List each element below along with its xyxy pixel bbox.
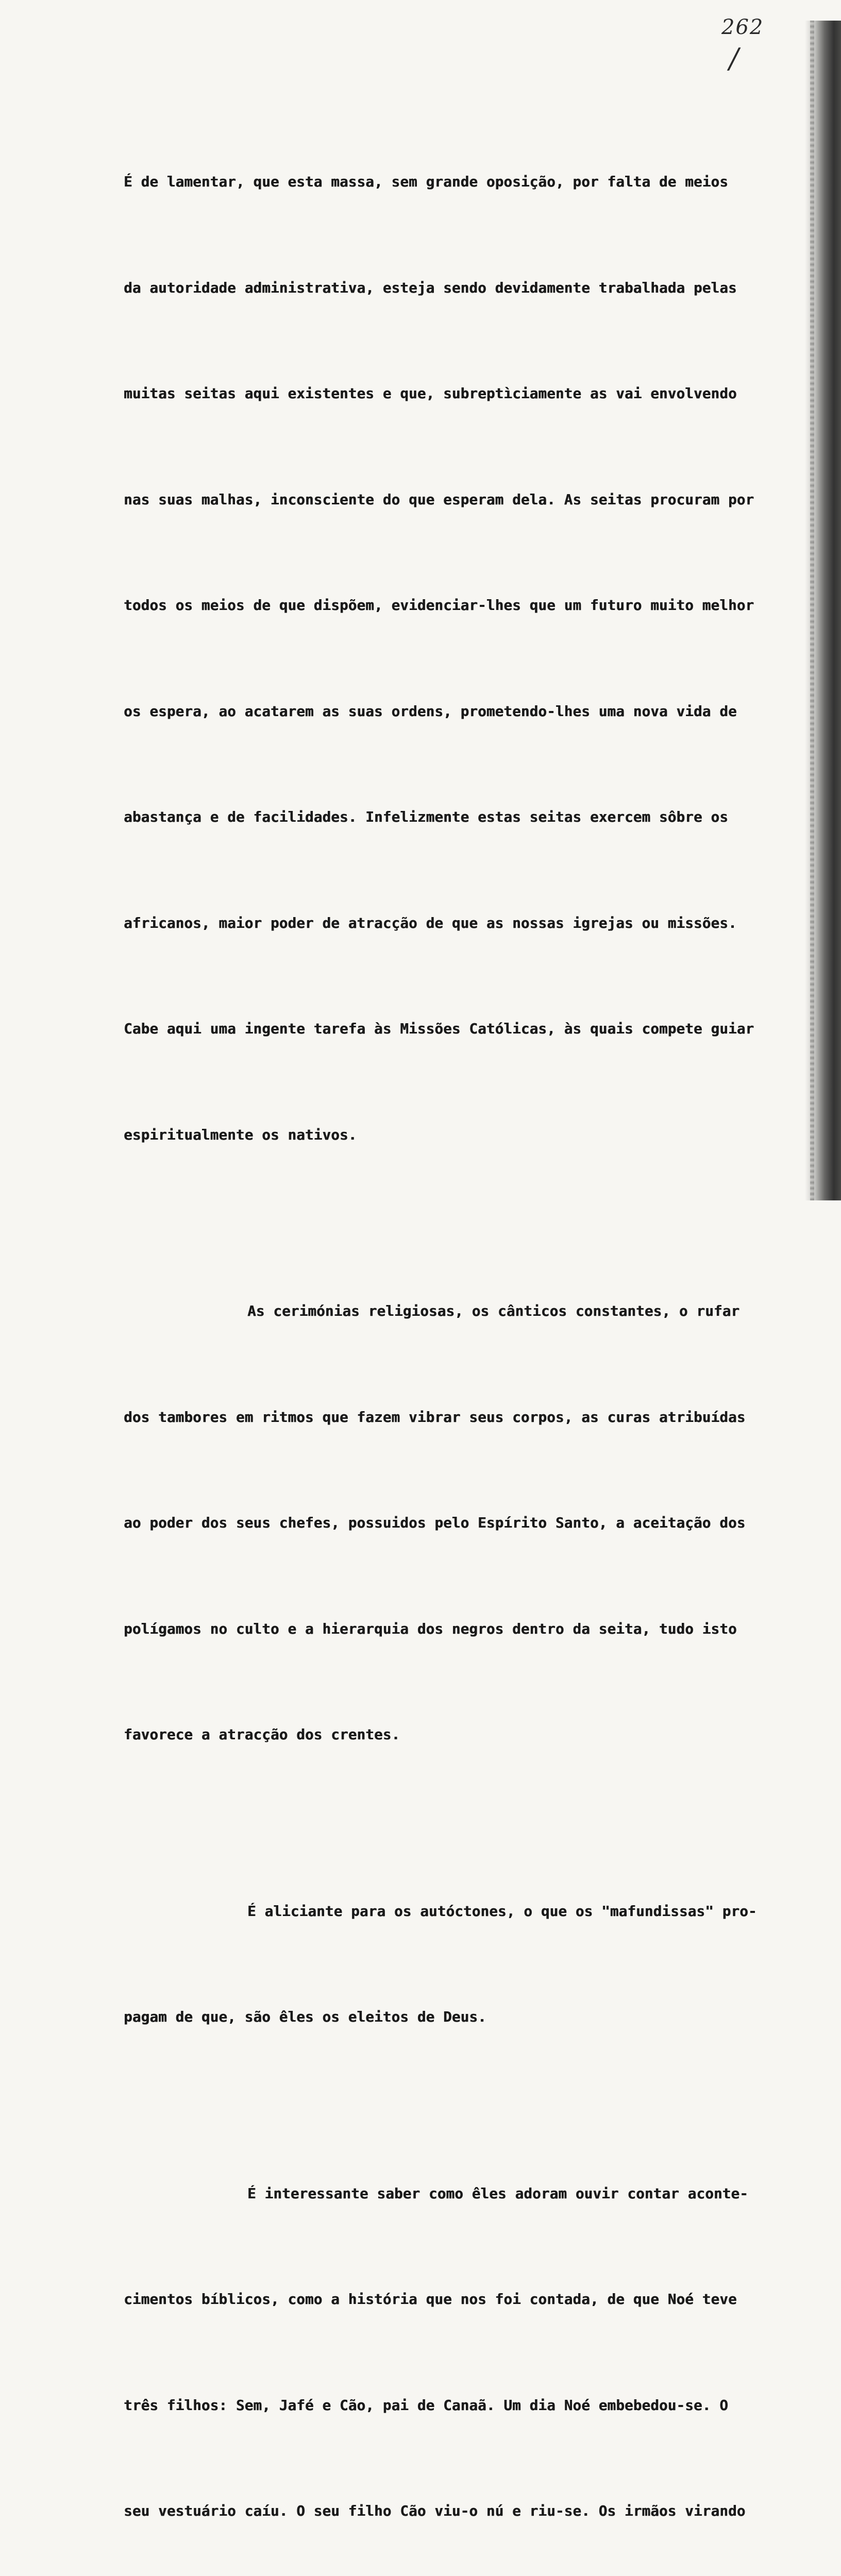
text-line: muitas seitas aqui existentes e que, subreptìciamente as vai envolvendo: [124, 376, 763, 412]
paragraph-3: [124, 1823, 763, 2106]
text-line: os espera, ao acatarem as suas ordens, prometendo-lhes uma nova vida de: [124, 694, 763, 730]
text-line: nas suas malhas, inconsciente do que esperam dela. As seitas procuram por: [124, 482, 763, 518]
text-line: abastança e de facilidades. Infelizmente estas seitas exercem sôbre os: [124, 800, 763, 835]
text-line: três filhos: Sem, Jafé e Cão, pai de Canaã. Um dia Noé embebedou-se. O: [124, 2388, 763, 2424]
text-line: espiritualmente os nativos.: [124, 1117, 763, 1153]
document-body: [124, 94, 763, 2576]
text-line: É de lamentar, que esta massa, sem grande oposição, por falta de meios: [124, 164, 763, 200]
text-line: cimentos bíblicos, como a história que nos foi contada, de que Noé teve: [124, 2282, 763, 2317]
text-line: As cerimónias religiosas, os cânticos constantes, o rufar: [124, 1294, 763, 1329]
text-line: polígamos no culto e a hierarquia dos negros dentro da seita, tudo isto: [124, 1612, 763, 1647]
text-line: pagam de que, são êles os eleitos de Deus.: [124, 1999, 763, 2035]
text-line: favorece a atracção dos crentes.: [124, 1717, 763, 1753]
paragraph-2: [124, 1223, 763, 1823]
text-line: Cabe aqui uma ingente tarefa às Missões Católicas, às quais compete guiar: [124, 1011, 763, 1047]
text-line: É interessante saber como êles adoram ouvir contar aconte-: [124, 2176, 763, 2212]
document-page: [0, 0, 841, 1204]
text-line: ao poder dos seus chefes, possuidos pelo Espírito Santo, a aceitação dos: [124, 1505, 763, 1541]
scan-binding-edge: [805, 21, 841, 1200]
paragraph-1: [124, 94, 763, 1223]
paragraph-4: [124, 2106, 763, 2576]
page-number: 262: [721, 15, 764, 39]
text-line: africanos, maior poder de atracção de que as nossas igrejas ou missões.: [124, 906, 763, 941]
text-line: todos os meios de que dispõem, evidenciar-lhes que um futuro muito melhor: [124, 588, 763, 623]
folio-mark: /: [729, 42, 738, 75]
text-line: seu vestuário caíu. O seu filho Cão viu-o nú e riu-se. Os irmãos virando: [124, 2494, 763, 2529]
text-line: É aliciante para os autóctones, o que os "mafundissas" pro-: [124, 1894, 763, 1929]
text-line: dos tambores em ritmos que fazem vibrar seus corpos, as curas atribuídas: [124, 1400, 763, 1435]
text-line: da autoridade administrativa, esteja sendo devidamente trabalhada pelas: [124, 270, 763, 306]
